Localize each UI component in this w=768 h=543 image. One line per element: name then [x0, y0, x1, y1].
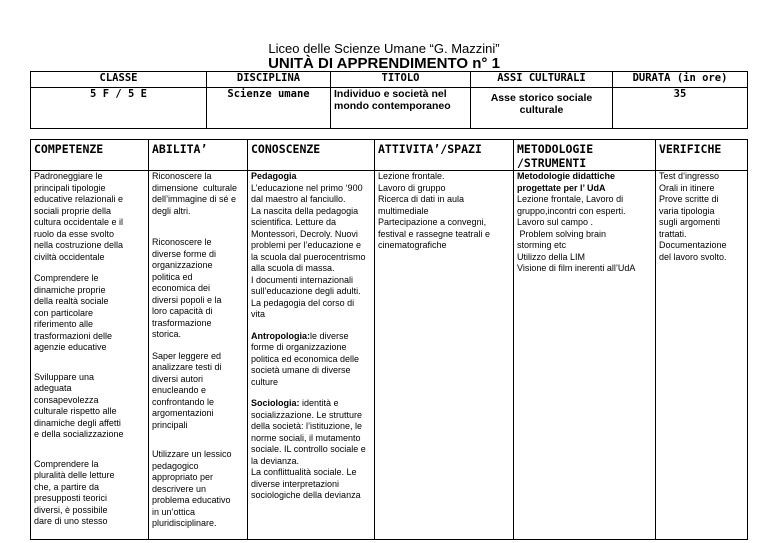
conoscenze-cell: Pedagogia L’educazione nel primo ‘900 dal maestro al fanciullo. La nascita della pedagogia scientifica. Letture da Montessori, Decroly. Nuovi problemi per l’educazione e la scuola dal puerocentrismo alla scuola di massa. I documenti internazionali sull’educazione degli adulti. La pedagogia del corso di vita Antropologia:le diverse forme di organizzazione politica ed economica delle società umane di diverse culture Sociologia: identità e socializzazione. Le strutture della società: l’istituzione, le norme sociali, il mutamento sociale. IL controllo sociale e la devianza. La conflittualità sociale. Le diverse interpretazioni sociologiche della devianza: [248, 171, 375, 540]
header-classe: CLASSE: [31, 72, 207, 88]
header-assi-culturali: ASSI CULTURALI: [471, 72, 613, 88]
header-verifiche: VERIFICHE: [656, 140, 748, 171]
header-metodologie: METODOLOGIE /STRUMENTI: [514, 140, 656, 171]
value-classe: 5 F / 5 E: [31, 88, 207, 129]
header-competenze: COMPETENZE: [31, 140, 149, 171]
verifiche-cell: Test d’ingresso Orali in itinere Prove scritte di varia tipologia sugli argomenti trattati. Documentazione del lavoro svolto.: [656, 171, 748, 540]
value-disciplina: Scienze umane: [207, 88, 331, 129]
value-assi-culturali: Asse storico sociale culturale: [471, 88, 613, 129]
header-abilita: ABILITA’: [149, 140, 248, 171]
header-attivita: ATTIVITA’/SPAZI: [375, 140, 514, 171]
header-titolo: TITOLO: [331, 72, 471, 88]
school-name: Liceo delle Scienze Umane “G. Mazzini”: [268, 41, 500, 56]
metodologie-cell: Metodologie didattiche progettate per l’ UdA Lezione frontale, Lavoro di gruppo,incontri con esperti. Lavoro sul campo . Problem solving brain storming etc Utilizzo della LIM Visione di film inerenti all’UdA: [514, 171, 656, 540]
info-table: [30, 71, 748, 129]
sociologia-heading: Sociologia:: [251, 398, 300, 409]
value-durata: 35: [613, 88, 748, 129]
antropologia-heading: Antropologia:: [251, 330, 310, 341]
header-durata: DURATA (in ore): [613, 72, 748, 88]
document-title: UNITÀ DI APPRENDIMENTO n° 1: [268, 55, 500, 72]
competenze-cell: Padroneggiare le principali tipologie educative relazionali e sociali proprie della cultura occidentale e il ruolo da esse svolto nella costruzione della civiltà occidentale Comprendere le dinamiche proprie della realtà sociale con particolare riferimento alle trasformazioni delle agenzie educative Sviluppare una adeguata consapevolezza culturale rispetto alle dinamiche degli affetti e della socializzazione Comprendere la pluralità delle letture che, a partire da presupposti teorici diversi, è possibile dare di uno stesso: [31, 171, 149, 540]
attivita-cell: Lezione frontale. Lavoro di gruppo Ricerca di dati in aula multimediale Partecipazione a convegni, festival e rassegne teatrali e cinematografiche: [375, 171, 514, 540]
pedagogia-heading: Pedagogia: [251, 171, 297, 181]
abilita-cell: Riconoscere la dimensione culturale dell’immagine di sé e degli altri. Riconoscere le diverse forme di organizzazione politica ed economica dei diversi popoli e la loro capacità di trasformazione storica. Saper leggere ed analizzare testi di diversi autori enucleando e confrontando le argomentazioni principali Utilizzare un lessico pedagogico appropriato per descrivere un problema educativo in un’ottica pluridisciplinare.: [149, 171, 248, 540]
plan-table: [30, 139, 748, 540]
header-conoscenze: CONOSCENZE: [248, 140, 375, 171]
header-disciplina: DISCIPLINA: [207, 72, 331, 88]
value-titolo: Individuo e società nel mondo contemporaneo: [331, 88, 471, 129]
